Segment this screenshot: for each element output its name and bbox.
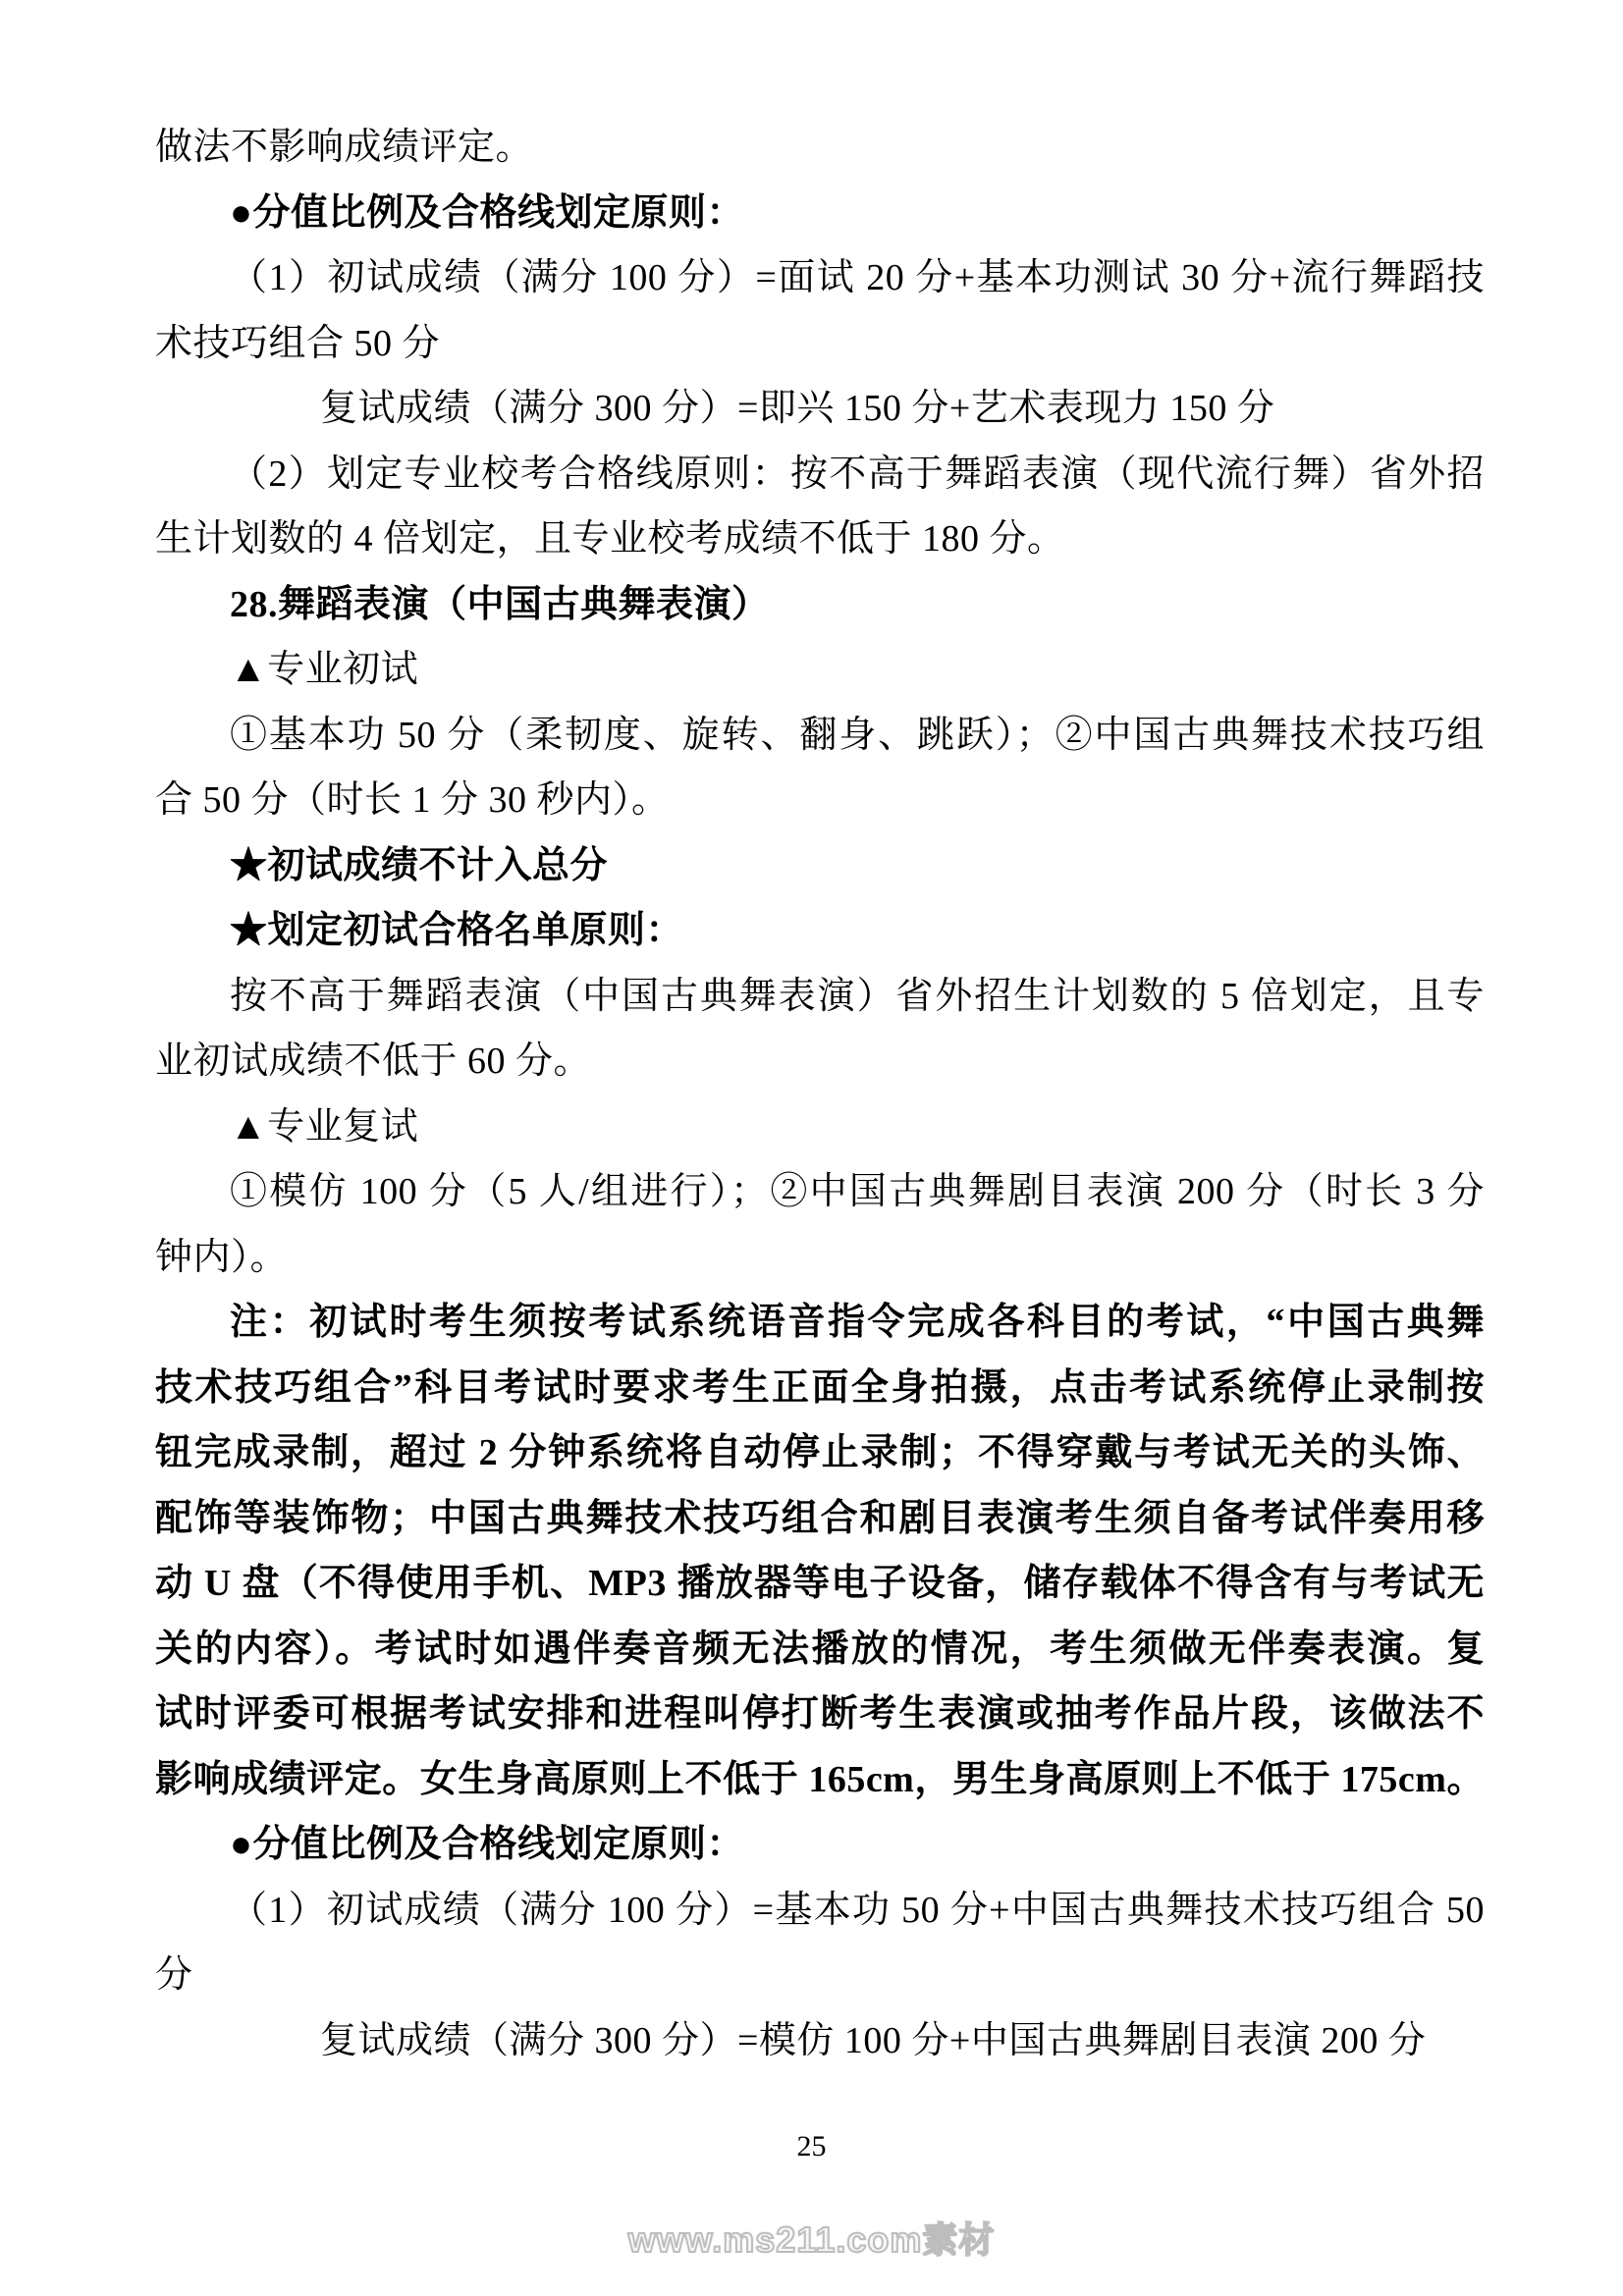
text-line: 试时评委可根据考试安排和进程叫停打断考生表演或抽考作品片段，该做法不 — [155, 1693, 1485, 1735]
text-line: 钟内）。 — [155, 1236, 289, 1278]
text-line: 复试成绩（满分 300 分）=即兴 150 分+艺术表现力 150 分 — [320, 388, 1275, 429]
text-line: 技术技巧组合”科目考试时要求考生正面全身拍摄，点击考试系统停止录制按 — [155, 1366, 1485, 1409]
text-line: ▲专业复试 — [230, 1105, 419, 1148]
text-line: 28.舞蹈表演（中国古典舞表演） — [230, 583, 770, 625]
text-line: 生计划数的 4 倍划定，且专业校考成绩不低于 180 分。 — [155, 518, 1065, 560]
text-line: （1）初试成绩（满分 100 分）=面试 20 分+基本功测试 30 分+流行舞蹈技 — [230, 257, 1485, 298]
text-line: 合 50 分（时长 1 分 30 秒内）。 — [155, 779, 670, 821]
text-line: ●分值比例及合格线划定原则： — [230, 1824, 744, 1865]
text-line: ●分值比例及合格线划定原则： — [230, 191, 744, 234]
text-line: 复试成绩（满分 300 分）=模仿 100 分+中国古典舞剧目表演 200 分 — [320, 2019, 1427, 2061]
text-line: ①模仿 100 分（5 人/组进行）；②中国古典舞剧目表演 200 分（时长 3 分 — [230, 1171, 1485, 1212]
text-line: 动 U 盘（不得使用手机、MP3 播放器等电子设备，储存载体不得含有与考试无 — [155, 1563, 1485, 1604]
text-line: （2）划定专业校考合格线原则：按不高于舞蹈表演（现代流行舞）省外招 — [230, 453, 1485, 495]
page-number: 25 — [796, 2130, 827, 2163]
text-line: 做法不影响成绩评定。 — [155, 127, 534, 168]
text-line: ①基本功 50 分（柔韧度、旋转、翻身、跳跃）；②中国古典舞技术技巧组 — [230, 714, 1485, 756]
text-line: ★划定初试合格名单原则： — [230, 910, 684, 951]
text-line: （1）初试成绩（满分 100 分）=基本功 50 分+中国古典舞技术技巧组合 50 — [230, 1889, 1485, 1931]
text-line: 注：初试时考生须按考试系统语音指令完成各科目的考试，“中国古典舞 — [230, 1302, 1485, 1343]
text-line: 影响成绩评定。女生身高原则上不低于 165cm，男生身高原则上不低于 175cm。 — [155, 1758, 1485, 1800]
document-body — [155, 115, 1485, 2073]
text-line: 业初试成绩不低于 60 分。 — [155, 1041, 592, 1082]
text-line: ★初试成绩不计入总分 — [230, 844, 609, 886]
text-line: 按不高于舞蹈表演（中国古典舞表演）省外招生计划数的 5 倍划定，且专 — [230, 975, 1485, 1017]
text-line: 分 — [155, 1954, 193, 1996]
text-line: 术技巧组合 50 分 — [155, 322, 441, 364]
text-line: ▲专业初试 — [230, 649, 419, 690]
text-line: 关的内容）。考试时如遇伴奏音频无法播放的情况，考生须做无伴奏表演。复 — [155, 1628, 1485, 1670]
watermark: www.ms211.com素材 — [627, 2219, 996, 2260]
text-line: 钮完成录制，超过 2 分钟系统将自动停止录制；不得穿戴与考试无关的头饰、 — [155, 1432, 1485, 1473]
text-line: 配饰等装饰物；中国古典舞技术技巧组合和剧目表演考生须自备考试伴奏用移 — [155, 1497, 1485, 1539]
